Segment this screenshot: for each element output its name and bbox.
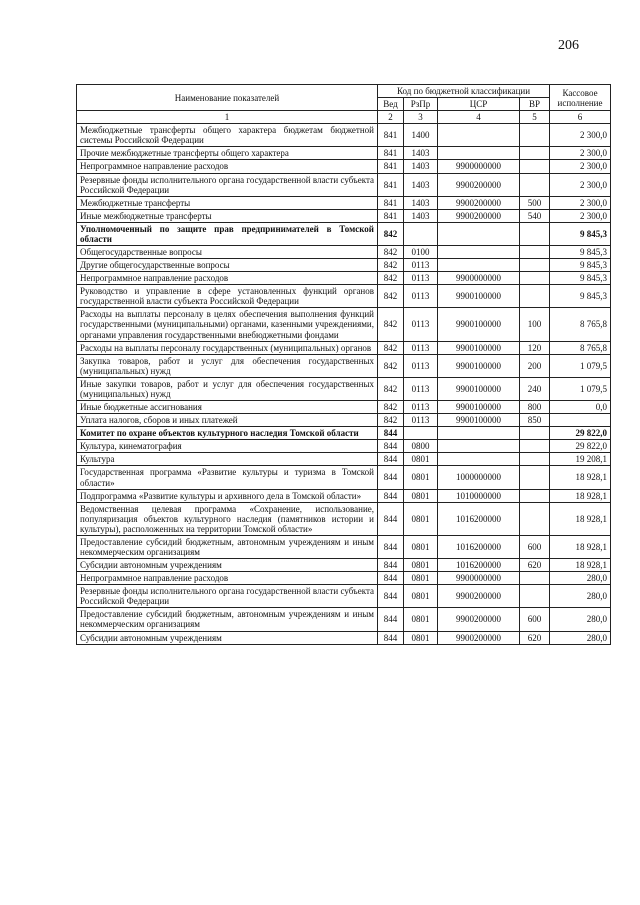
row-csr-cell: 9900000000 <box>438 160 520 173</box>
table-row <box>77 489 611 502</box>
row-amount-cell: 8 765,8 <box>550 341 611 354</box>
row-amount-cell: 2 300,0 <box>550 124 611 147</box>
row-vr-cell: 240 <box>520 377 550 400</box>
row-ved-cell: 842 <box>378 259 404 272</box>
row-name-cell: Уполномоченный по защите прав предпринимателей в Томской области <box>77 222 378 245</box>
row-name-cell: Межбюджетные трансферты общего характера бюджетам бюджетной системы Российской Федерации <box>77 124 378 147</box>
row-vr-cell <box>520 489 550 502</box>
row-vr-cell: 620 <box>520 559 550 572</box>
table-row <box>77 440 611 453</box>
row-ved-cell: 842 <box>378 354 404 377</box>
table-row <box>77 222 611 245</box>
budget-table <box>76 84 611 645</box>
row-name-cell: Непрограммное направление расходов <box>77 572 378 585</box>
row-amount-cell: 19 208,1 <box>550 453 611 466</box>
header-code-group: Код по бюджетной классификации <box>378 85 550 98</box>
table-row <box>77 466 611 489</box>
row-csr-cell <box>438 427 520 440</box>
table-row <box>77 341 611 354</box>
row-rzpr-cell: 0801 <box>404 585 438 608</box>
row-csr-cell: 1016200000 <box>438 535 520 558</box>
row-amount-cell: 280,0 <box>550 631 611 644</box>
row-name-cell: Культура, кинематография <box>77 440 378 453</box>
row-csr-cell: 9900000000 <box>438 272 520 285</box>
row-vr-cell <box>520 160 550 173</box>
row-vr-cell: 600 <box>520 535 550 558</box>
row-ved-cell: 841 <box>378 124 404 147</box>
row-csr-cell: 9900100000 <box>438 414 520 427</box>
row-vr-cell <box>520 427 550 440</box>
row-name-cell: Иные бюджетные ассигнования <box>77 401 378 414</box>
row-rzpr-cell: 0801 <box>404 559 438 572</box>
row-name-cell: Субсидии автономным учреждениям <box>77 559 378 572</box>
column-number: 1 <box>77 111 378 124</box>
row-rzpr-cell: 0801 <box>404 535 438 558</box>
table-row <box>77 285 611 308</box>
row-amount-cell: 9 845,3 <box>550 285 611 308</box>
table-row <box>77 572 611 585</box>
row-ved-cell: 844 <box>378 572 404 585</box>
row-csr-cell: 9900100000 <box>438 401 520 414</box>
table-row <box>77 124 611 147</box>
row-rzpr-cell: 1400 <box>404 124 438 147</box>
row-ved-cell: 841 <box>378 209 404 222</box>
header-number-row <box>77 111 611 124</box>
row-name-cell: Прочие межбюджетные трансферты общего характера <box>77 147 378 160</box>
row-csr-cell <box>438 246 520 259</box>
table-row <box>77 147 611 160</box>
row-ved-cell: 842 <box>378 414 404 427</box>
row-vr-cell: 850 <box>520 414 550 427</box>
row-ved-cell: 842 <box>378 377 404 400</box>
row-vr-cell <box>520 466 550 489</box>
row-rzpr-cell: 0801 <box>404 466 438 489</box>
row-ved-cell: 841 <box>378 173 404 196</box>
row-ved-cell: 844 <box>378 585 404 608</box>
row-vr-cell <box>520 173 550 196</box>
row-csr-cell: 1016200000 <box>438 559 520 572</box>
row-name-cell: Общегосударственные вопросы <box>77 246 378 259</box>
table-row <box>77 246 611 259</box>
row-csr-cell: 9900100000 <box>438 354 520 377</box>
row-ved-cell: 844 <box>378 631 404 644</box>
row-amount-cell: 18 928,1 <box>550 489 611 502</box>
table-row <box>77 414 611 427</box>
column-number: 5 <box>520 111 550 124</box>
row-rzpr-cell: 1403 <box>404 173 438 196</box>
table-row <box>77 401 611 414</box>
row-amount-cell <box>550 414 611 427</box>
row-name-cell: Резервные фонды исполнительного органа государственной власти субъекта Российской Федерации <box>77 585 378 608</box>
row-rzpr-cell: 0113 <box>404 354 438 377</box>
row-vr-cell: 800 <box>520 401 550 414</box>
table-row <box>77 427 611 440</box>
row-name-cell: Закупка товаров, работ и услуг для обеспечения государственных (муниципальных) нужд <box>77 354 378 377</box>
header-csr: ЦСР <box>438 98 520 111</box>
row-ved-cell: 842 <box>378 246 404 259</box>
table-row <box>77 272 611 285</box>
row-rzpr-cell: 0113 <box>404 272 438 285</box>
row-name-cell: Непрограммное направление расходов <box>77 272 378 285</box>
row-csr-cell: 1010000000 <box>438 489 520 502</box>
row-vr-cell: 620 <box>520 631 550 644</box>
row-name-cell: Культура <box>77 453 378 466</box>
row-name-cell: Расходы на выплаты персоналу государственных (муниципальных) органов <box>77 341 378 354</box>
row-ved-cell: 842 <box>378 222 404 245</box>
row-ved-cell: 841 <box>378 147 404 160</box>
row-amount-cell: 9 845,3 <box>550 259 611 272</box>
row-amount-cell: 1 079,5 <box>550 377 611 400</box>
row-vr-cell: 500 <box>520 196 550 209</box>
row-amount-cell: 9 845,3 <box>550 272 611 285</box>
row-ved-cell: 844 <box>378 535 404 558</box>
row-csr-cell: 9900200000 <box>438 173 520 196</box>
row-vr-cell <box>520 246 550 259</box>
row-name-cell: Непрограммное направление расходов <box>77 160 378 173</box>
header-rzpr: РзПр <box>404 98 438 111</box>
row-ved-cell: 844 <box>378 559 404 572</box>
header-cash: Кассовое исполнение <box>550 85 611 111</box>
row-rzpr-cell: 0801 <box>404 608 438 631</box>
row-rzpr-cell: 0113 <box>404 377 438 400</box>
header-name: Наименование показателей <box>77 85 378 111</box>
row-csr-cell <box>438 453 520 466</box>
row-csr-cell: 9900100000 <box>438 285 520 308</box>
row-name-cell: Другие общегосударственные вопросы <box>77 259 378 272</box>
row-ved-cell: 844 <box>378 489 404 502</box>
row-vr-cell: 540 <box>520 209 550 222</box>
column-number: 3 <box>404 111 438 124</box>
row-amount-cell: 0,0 <box>550 401 611 414</box>
row-ved-cell: 841 <box>378 196 404 209</box>
row-name-cell: Комитет по охране объектов культурного наследия Томской области <box>77 427 378 440</box>
row-rzpr-cell: 0801 <box>404 631 438 644</box>
row-name-cell: Иные закупки товаров, работ и услуг для обеспечения государственных (муниципальных) нужд <box>77 377 378 400</box>
table-row <box>77 559 611 572</box>
row-name-cell: Резервные фонды исполнительного органа государственной власти субъекта Российской Федерации <box>77 173 378 196</box>
header-vr: ВР <box>520 98 550 111</box>
row-vr-cell: 600 <box>520 608 550 631</box>
table-row <box>77 209 611 222</box>
table-row <box>77 608 611 631</box>
row-ved-cell: 842 <box>378 285 404 308</box>
row-amount-cell: 280,0 <box>550 608 611 631</box>
table-row <box>77 173 611 196</box>
table-row <box>77 308 611 341</box>
row-csr-cell: 9900000000 <box>438 572 520 585</box>
row-rzpr-cell: 0801 <box>404 489 438 502</box>
row-rzpr-cell: 0800 <box>404 440 438 453</box>
row-csr-cell <box>438 147 520 160</box>
row-csr-cell: 9900200000 <box>438 631 520 644</box>
column-number: 6 <box>550 111 611 124</box>
row-amount-cell: 18 928,1 <box>550 535 611 558</box>
row-name-cell: Межбюджетные трансферты <box>77 196 378 209</box>
row-amount-cell: 29 822,0 <box>550 440 611 453</box>
row-rzpr-cell: 1403 <box>404 160 438 173</box>
row-name-cell: Уплата налогов, сборов и иных платежей <box>77 414 378 427</box>
row-ved-cell: 844 <box>378 466 404 489</box>
row-amount-cell: 18 928,1 <box>550 466 611 489</box>
row-amount-cell: 9 845,3 <box>550 222 611 245</box>
row-rzpr-cell: 0113 <box>404 341 438 354</box>
row-name-cell: Предоставление субсидий бюджетным, автономным учреждениям и иным некоммерческим организациям <box>77 608 378 631</box>
row-amount-cell: 280,0 <box>550 572 611 585</box>
row-rzpr-cell: 1403 <box>404 147 438 160</box>
row-ved-cell: 844 <box>378 502 404 535</box>
row-csr-cell: 1016200000 <box>438 502 520 535</box>
row-rzpr-cell: 0801 <box>404 502 438 535</box>
row-csr-cell: 9900200000 <box>438 196 520 209</box>
row-amount-cell: 9 845,3 <box>550 246 611 259</box>
row-rzpr-cell: 1403 <box>404 196 438 209</box>
row-csr-cell <box>438 222 520 245</box>
row-rzpr-cell: 0801 <box>404 572 438 585</box>
row-rzpr-cell: 1403 <box>404 209 438 222</box>
row-name-cell: Ведомственная целевая программа «Сохранение, использование, популяризация объектов культурного наследия (памятников истории и культуры), расположенных на территории Томской области» <box>77 502 378 535</box>
row-amount-cell: 8 765,8 <box>550 308 611 341</box>
row-amount-cell: 2 300,0 <box>550 196 611 209</box>
row-name-cell: Субсидии автономным учреждениям <box>77 631 378 644</box>
row-csr-cell: 9900100000 <box>438 377 520 400</box>
table-row <box>77 535 611 558</box>
row-ved-cell: 844 <box>378 608 404 631</box>
row-rzpr-cell: 0113 <box>404 285 438 308</box>
row-amount-cell: 2 300,0 <box>550 160 611 173</box>
row-rzpr-cell: 0801 <box>404 453 438 466</box>
row-ved-cell: 844 <box>378 427 404 440</box>
row-ved-cell: 844 <box>378 440 404 453</box>
row-csr-cell: 9900200000 <box>438 585 520 608</box>
table-row <box>77 196 611 209</box>
table-row <box>77 502 611 535</box>
table-row <box>77 160 611 173</box>
row-rzpr-cell: 0113 <box>404 308 438 341</box>
row-csr-cell: 9900100000 <box>438 308 520 341</box>
table-row <box>77 453 611 466</box>
row-vr-cell <box>520 585 550 608</box>
row-ved-cell: 842 <box>378 272 404 285</box>
row-amount-cell: 280,0 <box>550 585 611 608</box>
row-amount-cell: 18 928,1 <box>550 559 611 572</box>
row-ved-cell: 841 <box>378 160 404 173</box>
row-vr-cell <box>520 440 550 453</box>
row-amount-cell: 18 928,1 <box>550 502 611 535</box>
row-csr-cell: 9900100000 <box>438 341 520 354</box>
column-number: 4 <box>438 111 520 124</box>
row-name-cell: Предоставление субсидий бюджетным, автономным учреждениям и иным некоммерческим организациям <box>77 535 378 558</box>
row-amount-cell: 29 822,0 <box>550 427 611 440</box>
row-name-cell: Иные межбюджетные трансферты <box>77 209 378 222</box>
row-name-cell: Расходы на выплаты персоналу в целях обеспечения выполнения функций государственными (муниципальными) органами, казенными учреждениями, органами управления государственными внебюджетными фондами <box>77 308 378 341</box>
row-vr-cell <box>520 572 550 585</box>
table-row <box>77 585 611 608</box>
row-csr-cell: 9900200000 <box>438 209 520 222</box>
row-name-cell: Руководство и управление в сфере установленных функций органов государственной власти субъекта Российской Федерации <box>77 285 378 308</box>
row-vr-cell: 120 <box>520 341 550 354</box>
row-name-cell: Подпрограмма «Развитие культуры и архивного дела в Томской области» <box>77 489 378 502</box>
row-rzpr-cell: 0113 <box>404 401 438 414</box>
header-ved: Вед <box>378 98 404 111</box>
row-amount-cell: 2 300,0 <box>550 147 611 160</box>
row-rzpr-cell <box>404 427 438 440</box>
row-vr-cell: 100 <box>520 308 550 341</box>
row-rzpr-cell: 0113 <box>404 414 438 427</box>
table-row <box>77 259 611 272</box>
row-ved-cell: 842 <box>378 308 404 341</box>
row-vr-cell <box>520 147 550 160</box>
row-csr-cell <box>438 440 520 453</box>
row-rzpr-cell: 0113 <box>404 259 438 272</box>
table-row <box>77 354 611 377</box>
table-row <box>77 377 611 400</box>
row-vr-cell <box>520 222 550 245</box>
row-vr-cell: 200 <box>520 354 550 377</box>
row-vr-cell <box>520 259 550 272</box>
row-amount-cell: 1 079,5 <box>550 354 611 377</box>
row-csr-cell <box>438 124 520 147</box>
row-vr-cell <box>520 502 550 535</box>
row-ved-cell: 842 <box>378 401 404 414</box>
row-vr-cell <box>520 124 550 147</box>
row-vr-cell <box>520 453 550 466</box>
page-number: 206 <box>558 38 579 53</box>
row-vr-cell <box>520 272 550 285</box>
row-csr-cell: 9900200000 <box>438 608 520 631</box>
row-rzpr-cell <box>404 222 438 245</box>
row-rzpr-cell: 0100 <box>404 246 438 259</box>
row-amount-cell: 2 300,0 <box>550 173 611 196</box>
row-vr-cell <box>520 285 550 308</box>
row-csr-cell <box>438 259 520 272</box>
row-name-cell: Государственная программа «Развитие культуры и туризма в Томской области» <box>77 466 378 489</box>
column-number: 2 <box>378 111 404 124</box>
row-ved-cell: 844 <box>378 453 404 466</box>
row-csr-cell: 1000000000 <box>438 466 520 489</box>
row-ved-cell: 842 <box>378 341 404 354</box>
row-amount-cell: 2 300,0 <box>550 209 611 222</box>
header-row <box>77 85 611 98</box>
table-row <box>77 631 611 644</box>
